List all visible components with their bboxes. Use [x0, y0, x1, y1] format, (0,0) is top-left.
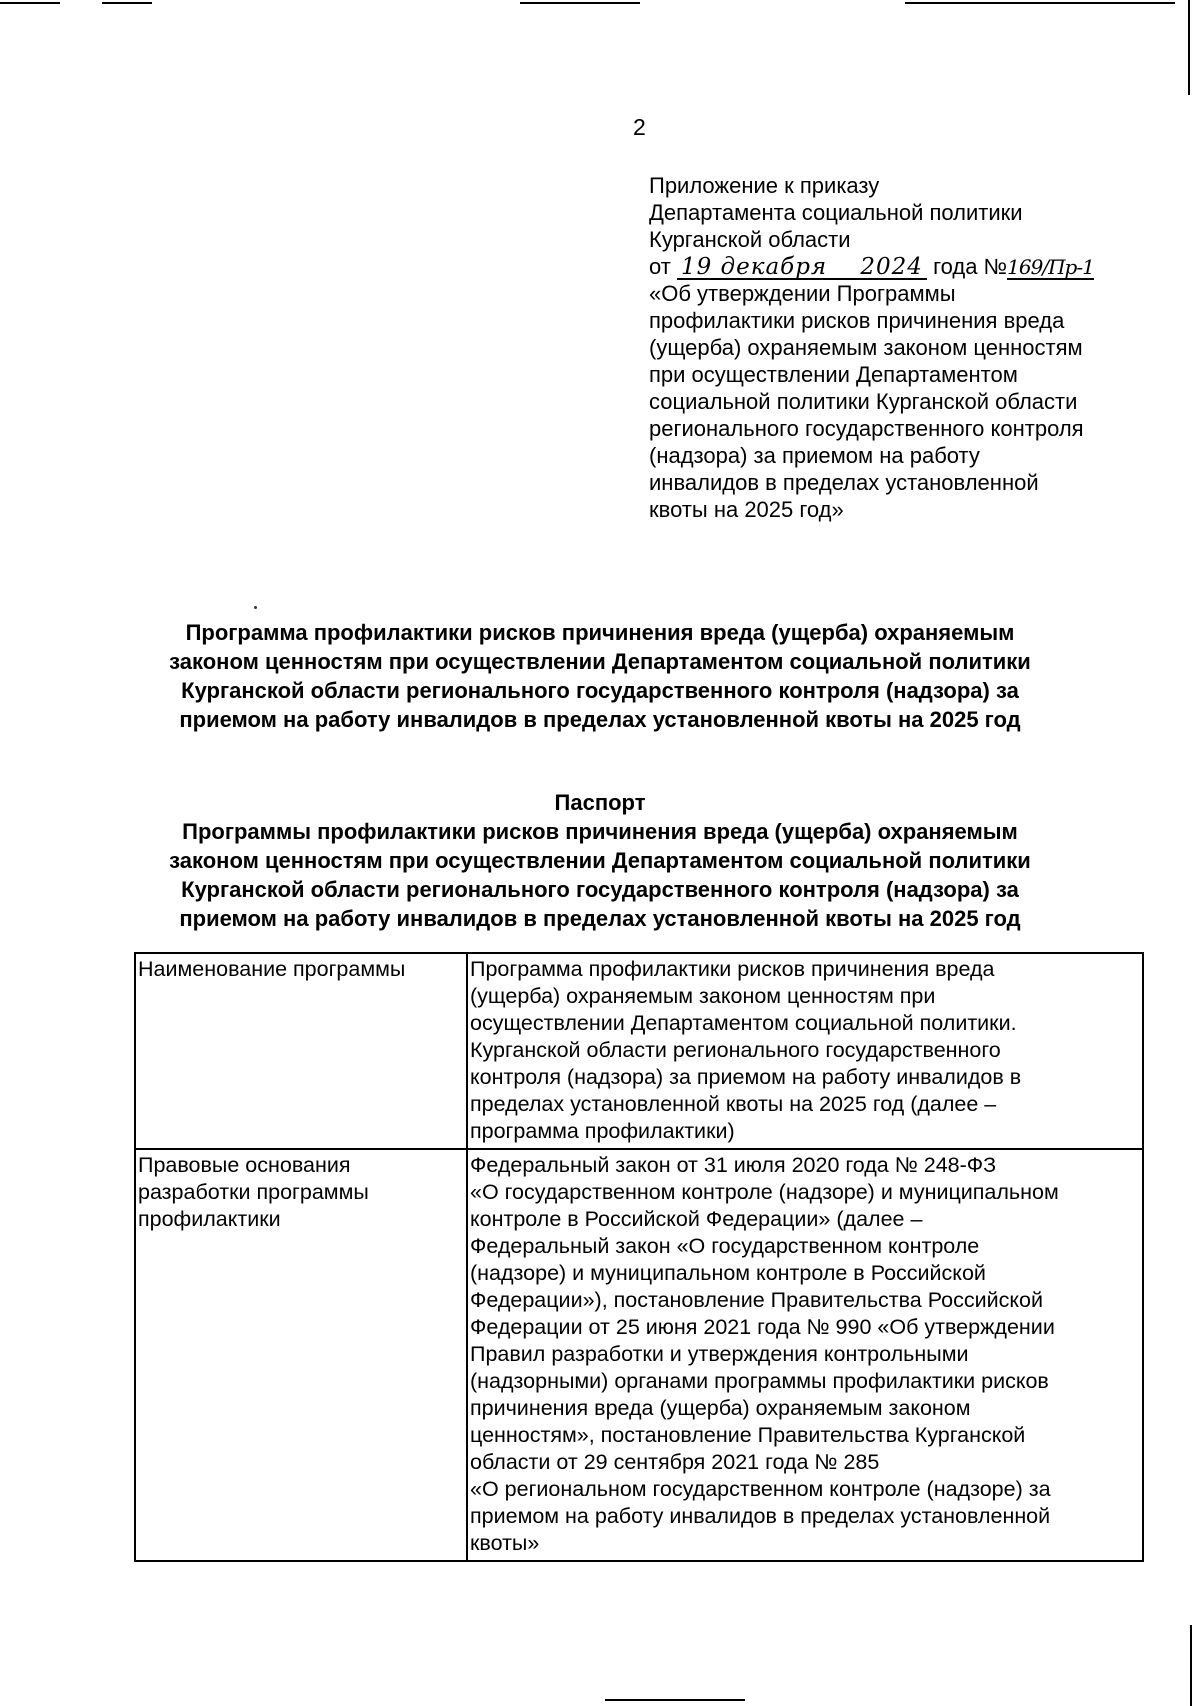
- scan-artifact-bottom: [605, 1699, 745, 1701]
- appendix-title-line: (надзора) за приемом на работу: [649, 443, 980, 468]
- appendix-title-line: профилактики рисков причинения вреда: [649, 308, 1065, 333]
- passport-title-line: приемом на работу инвалидов в пределах установленной квоты на 2025 год: [179, 906, 1021, 931]
- row-value-cell: [467, 1149, 1143, 1561]
- scan-artifact-top-left: [0, 2, 60, 4]
- row-value-line: пределах установленной квоты на 2025 год (далее –: [470, 1092, 997, 1116]
- row-value-line: области от 29 сентября 2021 года № 285: [470, 1450, 880, 1474]
- row-label-line: Наименование программы: [138, 957, 406, 981]
- handwritten-date: [677, 256, 927, 280]
- order-date-line: [649, 253, 1189, 280]
- scan-dot: [254, 606, 257, 609]
- handwritten-order-number: 169/Пр-1: [1007, 255, 1094, 279]
- appendix-title-line: инвалидов в пределах установленной: [649, 470, 1039, 495]
- row-label-cell: [135, 1149, 467, 1561]
- appendix-title-line: (ущерба) охраняемым законом ценностям: [649, 335, 1083, 360]
- program-title-line: приемом на работу инвалидов в пределах установленной квоты на 2025 год: [179, 707, 1021, 732]
- appendix-line: Приложение к приказу: [649, 173, 880, 198]
- row-value-line: программа профилактики): [470, 1119, 735, 1143]
- row-value-line: Курганской области регионального государственного: [470, 1038, 1001, 1062]
- scan-artifact-top-left-2: [102, 2, 152, 4]
- scan-artifact-top-mid: [520, 2, 640, 4]
- passport-title-line: законом ценностям при осуществлении Департаментом социальной политики: [169, 848, 1031, 873]
- row-value-line: Федерации»), постановление Правительства Российской: [470, 1288, 1043, 1312]
- row-value-line: Федеральный закон от 31 июля 2020 года № 248-ФЗ: [470, 1153, 997, 1177]
- row-label-line: разработки программы: [138, 1180, 369, 1204]
- appendix-title-line: социальной политики Курганской области: [649, 389, 1078, 414]
- row-value-line: контроля (надзора) за приемом на работу инвалидов в: [470, 1065, 1022, 1089]
- row-value-line: Федерации от 25 июня 2021 года № 990 «Об утверждении: [470, 1315, 1055, 1339]
- row-value-line: Правил разработки и утверждения контрольными: [470, 1342, 969, 1366]
- row-value-line: причинения вреда (ущерба) охраняемым законом: [470, 1396, 971, 1420]
- appendix-line: Курганской области: [649, 227, 851, 252]
- appendix-title-line: квоты на 2025 год»: [649, 497, 844, 522]
- row-value-line: Федеральный закон «О государственном контроле: [470, 1234, 980, 1258]
- passport-heading: Паспорт: [554, 790, 646, 815]
- scan-artifact-right-edge: [1188, 0, 1190, 95]
- row-label-line: Правовые основания: [138, 1153, 351, 1177]
- appendix-title-line: «Об утверждении Программы: [649, 281, 956, 306]
- passport-title-line: Курганской области регионального государственного контроля (надзора) за: [181, 877, 1019, 902]
- date-prefix: от: [649, 254, 671, 279]
- appendix-title-line: регионального государственного контроля: [649, 416, 1084, 441]
- row-value-line: Программа профилактики рисков причинения вреда: [470, 957, 995, 981]
- passport-table: [134, 952, 1144, 1562]
- scan-artifact-right-bottom: [1190, 1625, 1192, 1706]
- row-value-line: ценностям», постановление Правительства Курганской: [470, 1423, 1026, 1447]
- program-title-line: Программа профилактики рисков причинения вреда (ущерба) охраняемым: [185, 620, 1015, 645]
- row-value-line: квоты»: [470, 1531, 540, 1555]
- program-title-line: Курганской области регионального государственного контроля (надзора) за: [181, 678, 1019, 703]
- row-value-line: «О государственном контроле (надзоре) и муниципальном: [470, 1180, 1059, 1204]
- passport-title: [100, 788, 1100, 933]
- row-value-line: контроле в Российской Федерации» (далее –: [470, 1207, 923, 1231]
- program-title: [100, 618, 1100, 734]
- row-value-line: осуществлении Департаментом социальной политики.: [470, 1011, 1017, 1035]
- row-value-line: (надзоре) и муниципальном контроле в Российской: [470, 1261, 986, 1285]
- row-label-cell: [135, 953, 467, 1149]
- program-title-line: законом ценностям при осуществлении Департаментом социальной политики: [169, 649, 1031, 674]
- scan-artifact-top-right: [905, 2, 1175, 4]
- row-value-line: «О региональном государственном контроле (надзоре) за: [470, 1477, 1051, 1501]
- appendix-line: Департамента социальной политики: [649, 200, 1023, 225]
- handwritten-day-month: 19 декабря: [680, 254, 828, 280]
- handwritten-year: 2024: [860, 254, 923, 280]
- table-row: [135, 953, 1143, 1149]
- date-suffix: года №: [933, 254, 1008, 279]
- row-value-line: приемом на работу инвалидов в пределах установленной: [470, 1504, 1051, 1528]
- row-value-line: (надзорными) органами программы профилактики рисков: [470, 1369, 1049, 1393]
- appendix-title-line: при осуществлении Департаментом: [649, 362, 1018, 387]
- appendix-block: [649, 172, 1189, 523]
- passport-title-line: Программы профилактики рисков причинения вреда (ущерба) охраняемым: [182, 819, 1018, 844]
- row-label-line: профилактики: [138, 1207, 281, 1231]
- table-row: [135, 1149, 1143, 1561]
- page-number: 2: [633, 114, 646, 140]
- row-value-cell: [467, 953, 1143, 1149]
- row-value-line: (ущерба) охраняемым законом ценностям при: [470, 984, 936, 1008]
